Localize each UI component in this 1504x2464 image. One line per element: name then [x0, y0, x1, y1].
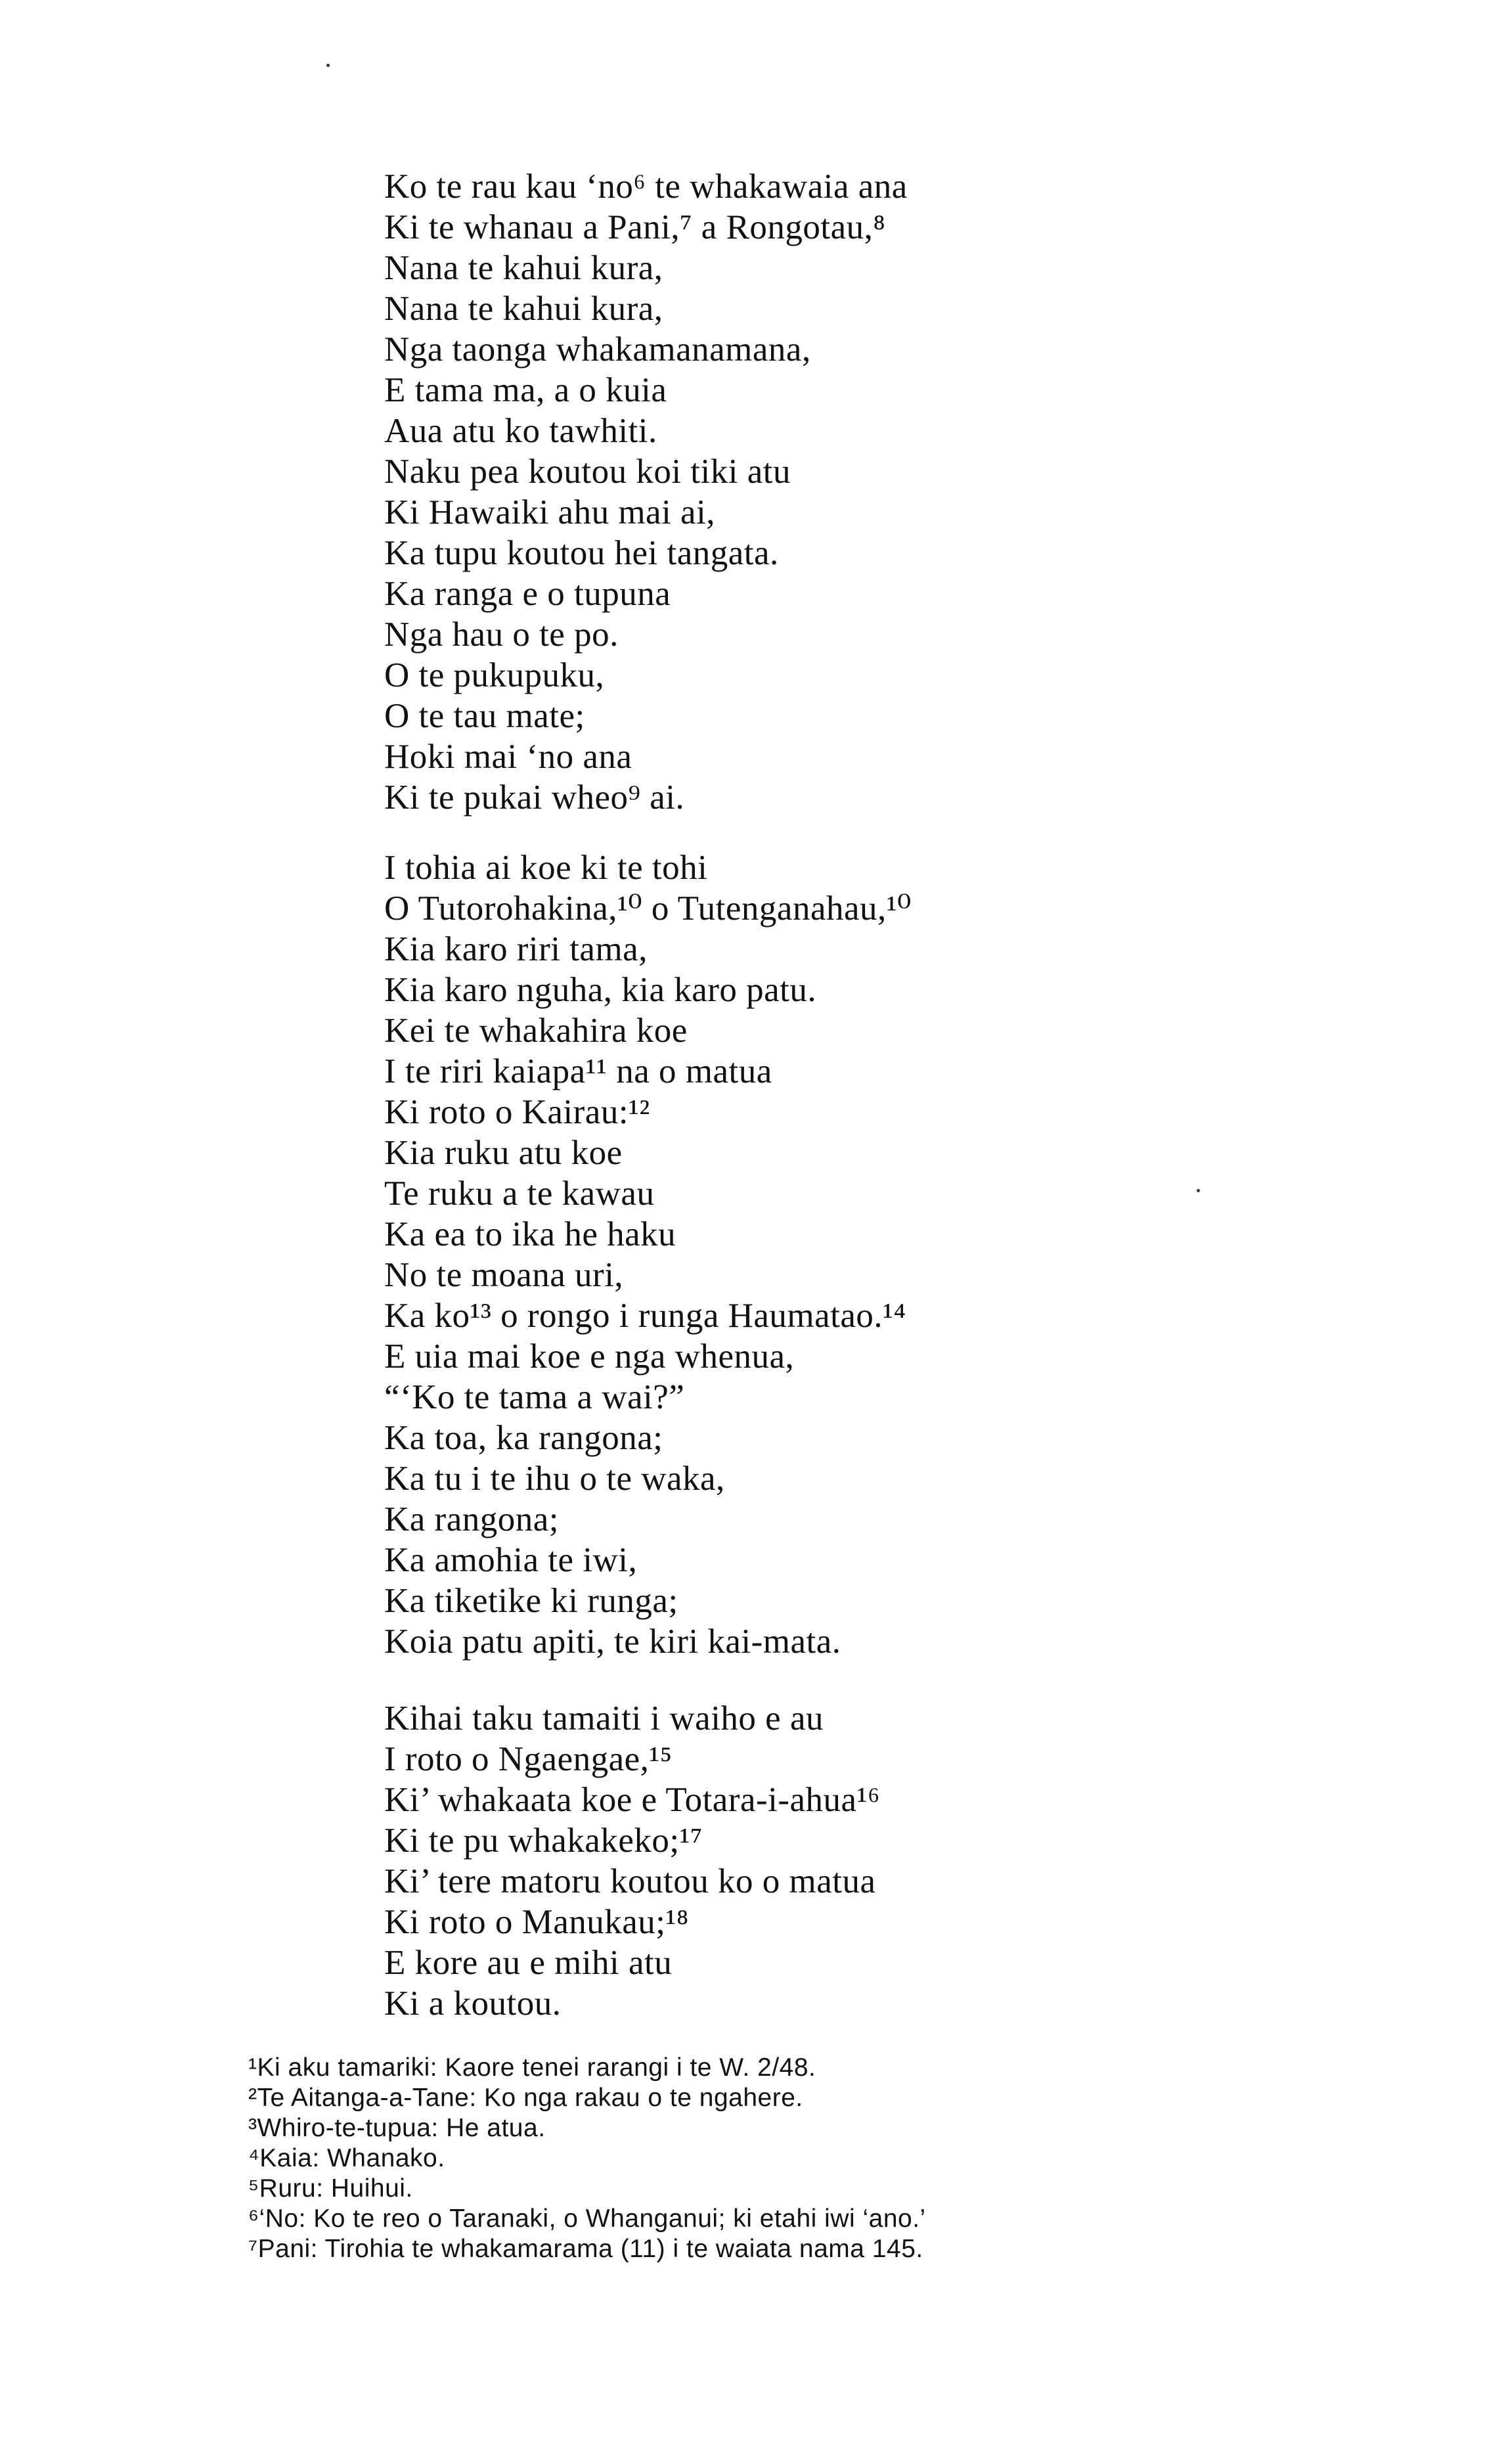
poem-line: Ki roto o Kairau:¹²	[384, 1093, 650, 1131]
poem-line: Nana te kahui kura,	[384, 290, 663, 328]
poem-line: Nga taonga whakamanamana,	[384, 330, 811, 369]
poem-line: Naku pea koutou koi tiki atu	[384, 453, 791, 491]
poem-line: Ko te rau kau ‘no⁶ te whakawaia ana	[384, 168, 908, 206]
speck-mark	[1197, 1189, 1200, 1192]
poem-line: Ka tu i te ihu o te waka,	[384, 1460, 725, 1498]
speck-mark	[326, 64, 330, 67]
poem-line: Ki a koutou.	[384, 1984, 562, 2023]
poem-line: Ka amohia te iwi,	[384, 1541, 638, 1579]
poem-line: Aua atu ko tawhiti.	[384, 412, 657, 450]
footnote: ¹Ki aku tamariki: Kaore tenei rarangi i te W. 2/48.	[248, 2053, 816, 2082]
poem-line: E tama ma, a o kuia	[384, 371, 667, 409]
poem-line: Kei te whakahira koe	[384, 1012, 688, 1050]
poem-line: E kore au e mihi atu	[384, 1944, 673, 1982]
footnote: ⁵Ruru: Huihui.	[248, 2174, 413, 2203]
poem-line: Ki’ tere matoru koutou ko o matua	[384, 1862, 876, 1900]
poem-line: Koia patu apiti, te kiri kai-mata.	[384, 1623, 841, 1661]
poem-line: Kia ruku atu koe	[384, 1134, 623, 1172]
poem-line: Nana te kahui kura,	[384, 249, 663, 287]
poem-line: Kia karo nguha, kia karo patu.	[384, 971, 817, 1009]
poem-line: I roto o Ngaengae,¹⁵	[384, 1740, 673, 1778]
poem-line: Ki Hawaiki ahu mai ai,	[384, 493, 716, 531]
poem-line: Ki te whanau a Pani,⁷ a Rongotau,⁸	[384, 208, 886, 246]
poem-line: Kia karo riri tama,	[384, 930, 648, 968]
poem-line: Ka rangona;	[384, 1500, 559, 1538]
poem-line: Ki te pukai wheo⁹ ai.	[384, 778, 685, 817]
poem-line: O te tau mate;	[384, 697, 585, 735]
poem-stanza-1	[384, 166, 908, 818]
poem-line: Ka ranga e o tupuna	[384, 575, 671, 613]
poem-line: Hoki mai ‘no ana	[384, 738, 632, 776]
footnote: ³Whiro-te-tupua: He atua.	[248, 2114, 546, 2142]
poem-line: O Tutorohakina,¹⁰ o Tutenganahau,¹⁰	[384, 889, 912, 928]
poem-line: Ki te pu whakakeko;¹⁷	[384, 1822, 703, 1860]
footnote: ²Te Aitanga-a-Tane: Ko nga rakau o te ngahere.	[248, 2084, 803, 2112]
footnotes	[248, 2053, 926, 2264]
poem-line: I te riri kaiapa¹¹ na o matua	[384, 1052, 772, 1090]
poem-line: Kihai taku tamaiti i waiho e au	[384, 1699, 824, 1737]
poem-line: Ka ea to ika he haku	[384, 1215, 676, 1253]
poem-line: Ka tiketike ki runga;	[384, 1582, 678, 1620]
poem-line: Ka tupu koutou hei tangata.	[384, 534, 779, 572]
poem-stanza-2	[384, 847, 912, 1662]
poem-line: I tohia ai koe ki te tohi	[384, 849, 708, 887]
poem-line: No te moana uri,	[384, 1256, 624, 1294]
poem-stanza-3	[384, 1698, 880, 2024]
poem-line: Ka ko¹³ o rongo i runga Haumatao.¹⁴	[384, 1297, 906, 1335]
poem-line: Nga hau o te po.	[384, 616, 619, 654]
poem-line: Te ruku a te kawau	[384, 1175, 655, 1213]
footnote: ⁶‘No: Ko te reo o Taranaki, o Whanganui; ki etahi iwi ‘ano.’	[248, 2205, 926, 2233]
poem-line: “‘Ko te tama a wai?”	[384, 1378, 685, 1416]
poem-line: Ka toa, ka rangona;	[384, 1419, 663, 1457]
poem-line: Ki roto o Manukau;¹⁸	[384, 1903, 689, 1941]
footnote: ⁴Kaia: Whanako.	[248, 2144, 445, 2172]
poem-line: Ki’ whakaata koe e Totara-i-ahua¹⁶	[384, 1781, 880, 1819]
poem-line: O te pukupuku,	[384, 656, 605, 694]
footnote: ⁷Pani: Tirohia te whakamarama (11) i te waiata nama 145.	[248, 2235, 923, 2263]
poem-line: E uia mai koe e nga whenua,	[384, 1337, 795, 1376]
